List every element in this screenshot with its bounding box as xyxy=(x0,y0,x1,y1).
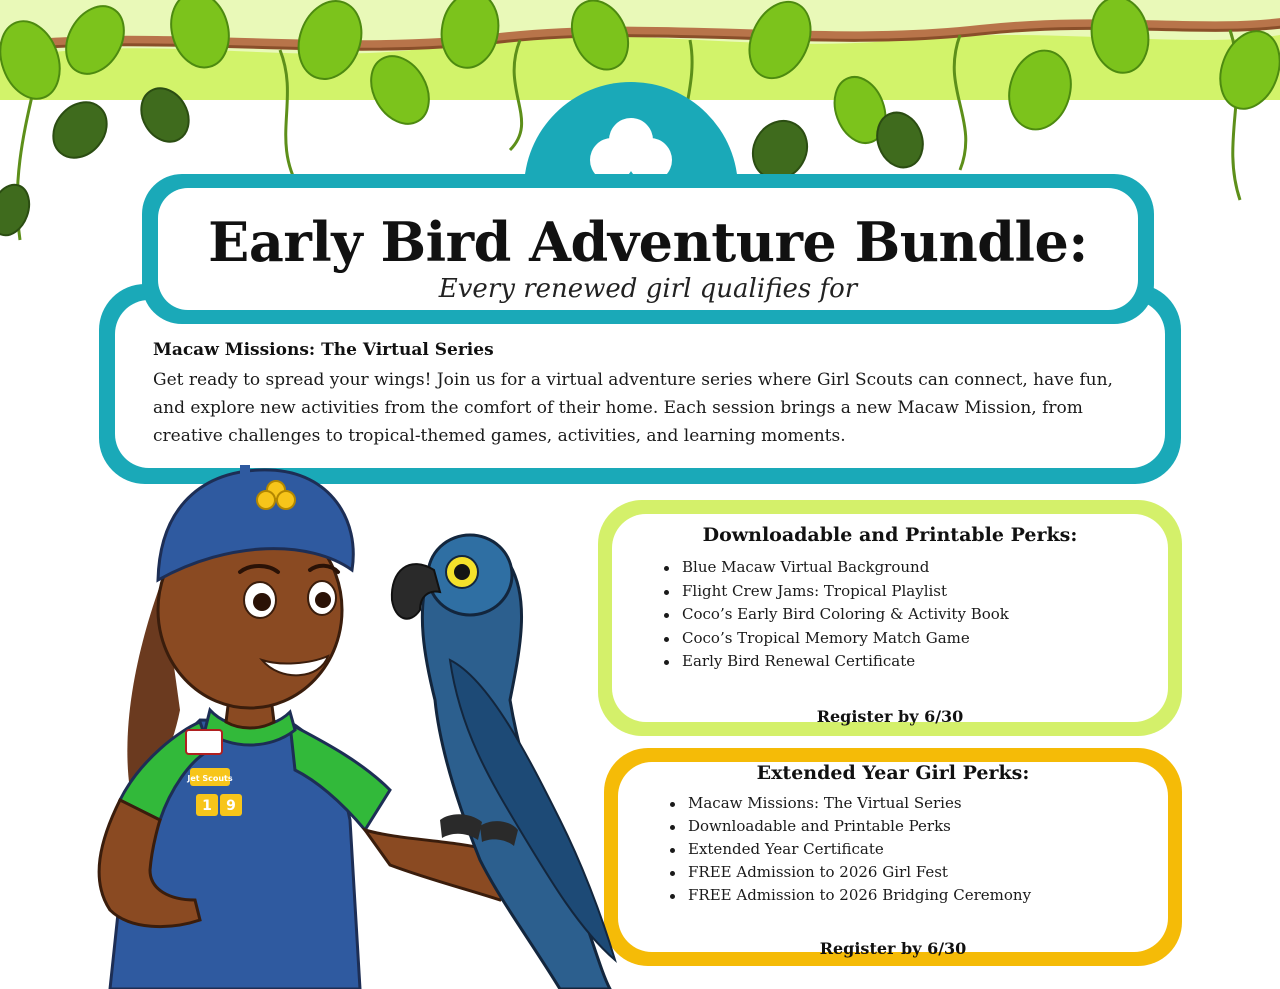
list-item: Coco’s Tropical Memory Match Game xyxy=(664,627,1009,651)
scout-with-macaw-illustration xyxy=(90,460,630,989)
downloadable-perks-list xyxy=(664,556,1009,674)
downloadable-perks-card xyxy=(598,500,1182,736)
downloadable-perks-title: Downloadable and Printable Perks: xyxy=(702,524,1078,546)
vest-number-1: 1 xyxy=(202,798,212,814)
list-item: Downloadable and Printable Perks xyxy=(670,815,1031,838)
vest-number-2: 9 xyxy=(226,798,236,814)
extended-perks-list xyxy=(670,792,1031,907)
list-item: Flight Crew Jams: Tropical Playlist xyxy=(664,580,1009,604)
page-subtitle: Every renewed girl qualifies for xyxy=(438,274,858,304)
extended-perks-card xyxy=(604,748,1182,966)
extended-perks-title: Extended Year Girl Perks: xyxy=(756,762,1030,784)
list-item: Blue Macaw Virtual Background xyxy=(664,556,1009,580)
list-item: FREE Admission to 2026 Bridging Ceremony xyxy=(670,884,1031,907)
page-title: Early Bird Adventure Bundle: xyxy=(208,210,1088,274)
description-heading: Macaw Missions: The Virtual Series xyxy=(153,340,494,360)
description-text: Get ready to spread your wings! Join us for a virtual adventure series where Girl Scouts can connect, have fun, and explore new activities from the comfort of their home. Each session brings a new Macaw Mission, from creative challenges to tropical-themed games, activities, and learning moments. xyxy=(153,370,1113,446)
macaw-parrot-figure xyxy=(392,535,615,989)
list-item: Coco’s Early Bird Coloring & Activity Book xyxy=(664,603,1009,627)
list-item: Macaw Missions: The Virtual Series xyxy=(670,792,1031,815)
list-item: FREE Admission to 2026 Girl Fest xyxy=(670,861,1031,884)
vest-patch-label: Jet Scouts xyxy=(187,774,233,783)
downloadable-register-deadline: Register by 6/30 xyxy=(816,707,964,726)
list-item: Extended Year Certificate xyxy=(670,838,1031,861)
list-item: Early Bird Renewal Certificate xyxy=(664,650,1009,674)
extended-register-deadline: Register by 6/30 xyxy=(819,939,967,958)
title-banner xyxy=(142,174,1154,324)
